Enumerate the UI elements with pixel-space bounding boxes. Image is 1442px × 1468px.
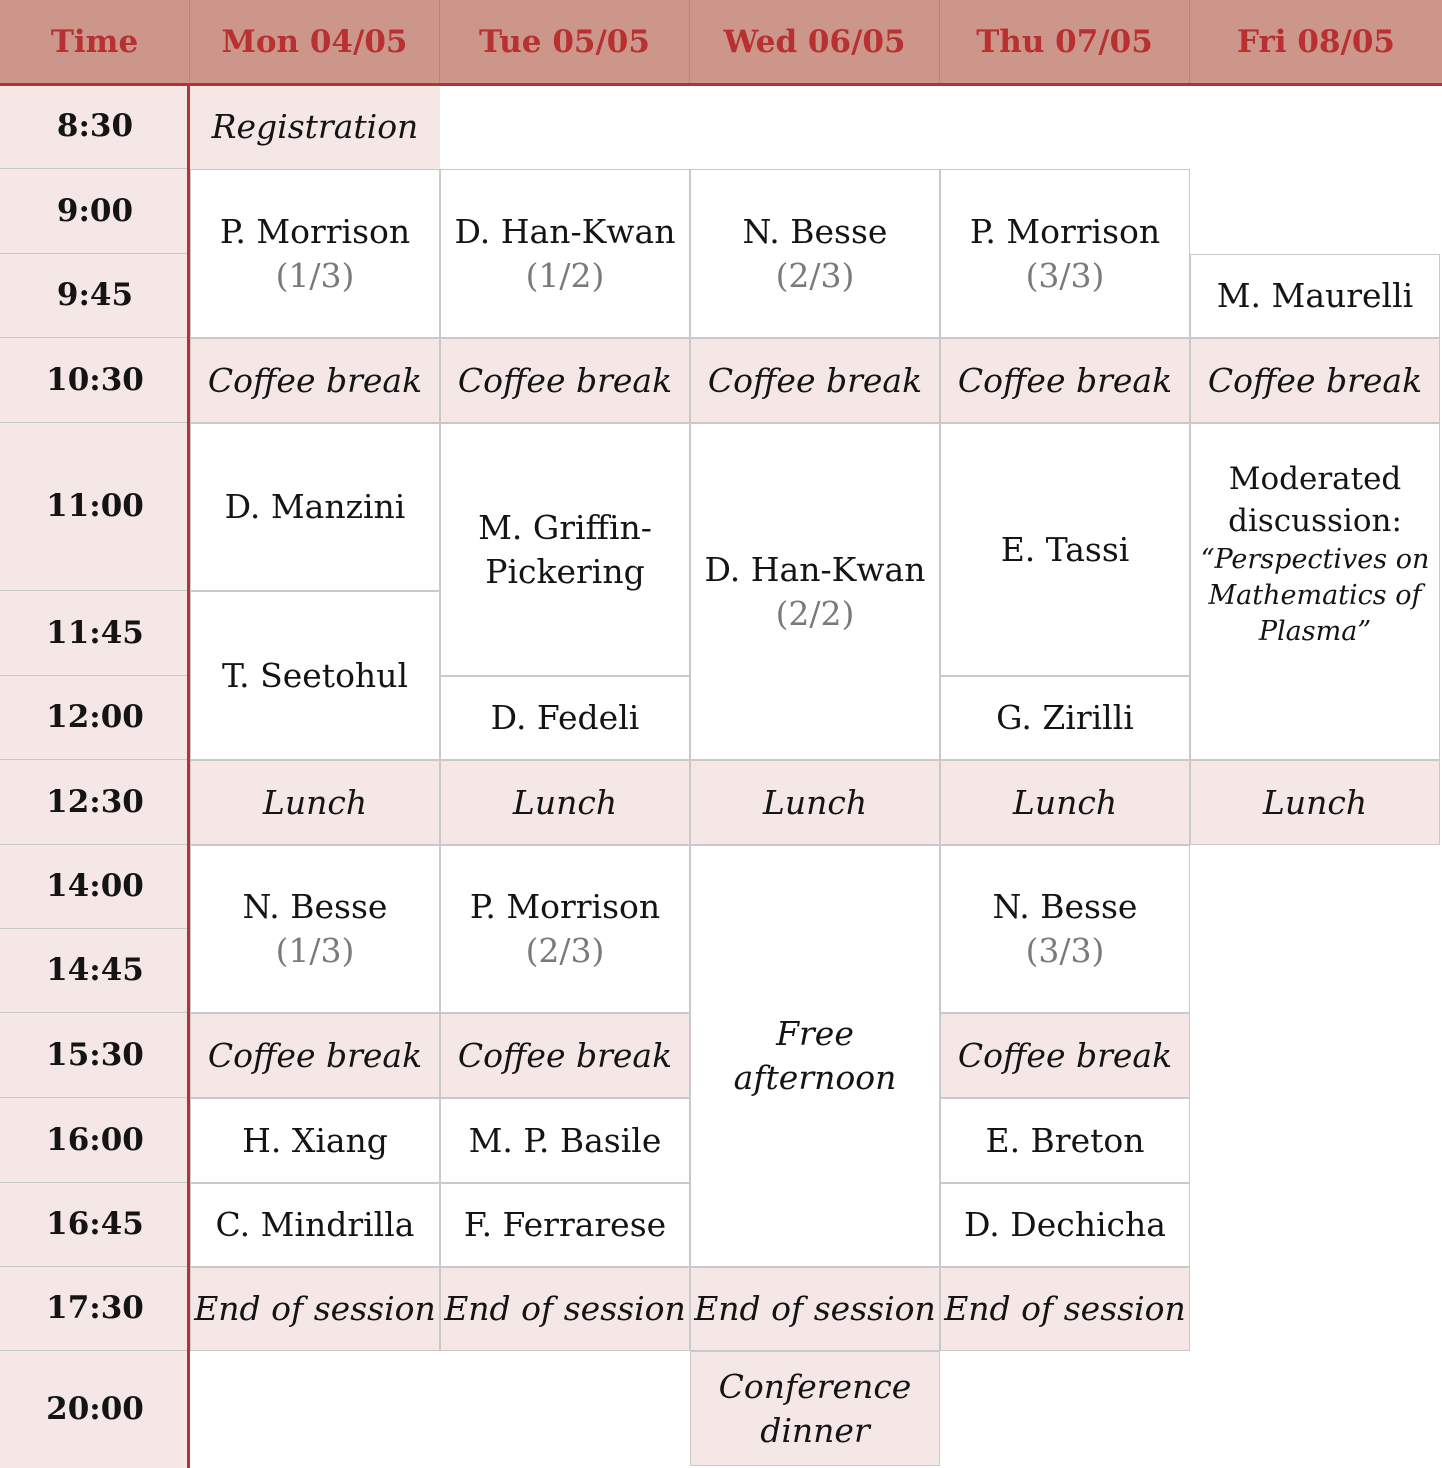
event-label: Lunch [1012,782,1118,822]
thu-talk-zirilli [940,676,1190,760]
lecture-part: (2/2) [775,593,855,633]
discussion-title-line2: discussion: [1228,502,1402,539]
mon-talk-mindrilla [190,1183,440,1267]
event-label: Lunch [262,782,368,822]
event-label: End of session [194,1289,436,1329]
speaker-name: D. Fedeli [490,698,640,738]
time-slot [0,1351,190,1468]
header-day-label: Fri 08/05 [1237,23,1395,60]
thu-end-of-session [940,1267,1190,1351]
header-day-thu [940,0,1190,84]
lecture-part: (3/3) [1025,931,1105,970]
wed-talk-besse [690,169,940,338]
thu-talk-besse [940,845,1190,1013]
time-label: 9:45 [56,277,134,314]
event-label: Coffee break [957,360,1173,400]
time-label: 10:30 [46,361,144,398]
speaker-name: N. Besse [992,887,1138,927]
thu-talk-dechicha [940,1183,1190,1267]
time-label: 20:00 [46,1391,144,1428]
time-label: 14:45 [46,952,144,989]
discussion-topic-line3: Plasma” [1258,616,1372,648]
time-label: 9:00 [56,192,134,229]
thu-talk-breton [940,1098,1190,1183]
header-day-label: Tue 05/05 [479,23,650,60]
event-label: End of session [444,1289,686,1329]
event-label: Registration [211,106,419,146]
header-day-label: Mon 04/05 [221,23,408,60]
fri-coffee-break [1190,338,1440,423]
mon-lunch [190,760,440,845]
tue-end-of-session [440,1267,690,1351]
tue-talk-han-kwan [440,169,690,338]
speaker-name: P. Morrison [969,211,1161,251]
event-label: End of session [694,1289,936,1329]
time-slot [0,1183,190,1267]
time-slot [0,760,190,845]
header-day-label: Thu 07/05 [976,23,1153,60]
event-label: End of session [944,1289,1186,1329]
event-label: Lunch [512,782,618,822]
header-time [0,0,190,84]
fri-lunch [1190,760,1440,845]
header-day-mon [190,0,440,84]
time-slot [0,591,190,676]
header-day-fri [1190,0,1442,84]
time-slot [0,84,190,169]
thu-lunch [940,760,1190,845]
time-slot [0,1098,190,1183]
mon-talk-seetohul [190,591,440,760]
speaker-name: F. Ferrarese [463,1205,667,1245]
time-label: 16:00 [46,1121,144,1158]
tue-talk-basile [440,1098,690,1183]
time-column-rule [187,84,190,1468]
time-slot [0,929,190,1013]
mon-talk-xiang [190,1098,440,1183]
speaker-name: G. Zirilli [996,698,1134,738]
speaker-name: E. Breton [985,1120,1145,1160]
wed-conference-dinner [690,1351,940,1466]
speaker-name-line2: Pickering [485,551,645,591]
event-label: Coffee break [457,1035,673,1075]
mon-coffee-break [190,338,440,423]
thu-talk-tassi [940,423,1190,676]
event-label-line2: dinner [760,1410,870,1450]
fri-moderated-discussion [1190,423,1440,760]
speaker-name: M. Maurelli [1216,276,1414,316]
time-label: 15:30 [46,1036,144,1073]
header-time-label: Time [50,23,139,60]
tue-talk-griffin-pickering [440,423,690,676]
time-label: 17:30 [46,1290,144,1327]
thu-coffee-break [940,1013,1190,1098]
speaker-name: M. P. Basile [468,1120,662,1160]
speaker-name: P. Morrison [469,887,661,927]
discussion-title-line1: Moderated [1228,460,1402,497]
mon-talk-besse [190,845,440,1013]
tue-talk-fedeli [440,676,690,760]
time-label: 12:00 [46,699,144,736]
speaker-name: E. Tassi [1000,529,1130,569]
header-day-label: Wed 06/05 [723,23,906,60]
thu-coffee-break [940,338,1190,423]
event-label: Free afternoon [733,1014,897,1097]
header-day-tue [440,0,690,84]
event-label: Coffee break [457,360,673,400]
header-day-wed [690,0,940,84]
tue-coffee-break [440,1013,690,1098]
time-slot [0,1013,190,1098]
speaker-name: C. Mindrilla [215,1205,415,1245]
tue-lunch [440,760,690,845]
mon-talk-morrison [190,169,440,338]
time-slot [0,169,190,254]
speaker-name: N. Besse [242,887,388,927]
header-bottom-rule [0,83,1442,86]
fri-talk-maurelli [1190,254,1440,338]
mon-coffee-break [190,1013,440,1098]
time-slot [0,1267,190,1351]
lecture-part: (1/2) [525,255,605,295]
speaker-name: D. Manzini [224,487,406,527]
lecture-part: (3/3) [1025,255,1105,295]
mon-end-of-session [190,1267,440,1351]
discussion-topic-line1: “Perspectives on [1200,544,1430,576]
speaker-name: H. Xiang [242,1120,388,1160]
wed-free-afternoon [690,845,940,1267]
speaker-name-line1: M. Griffin- [478,507,652,547]
event-label: Coffee break [207,1035,423,1075]
time-label: 11:45 [46,614,144,651]
speaker-name: D. Han-Kwan [454,211,676,251]
time-slot [0,423,190,591]
time-slot [0,845,190,929]
event-label: Lunch [762,782,868,822]
wed-talk-han-kwan [690,423,940,760]
time-slot [0,338,190,423]
lecture-part: (1/3) [275,255,355,295]
time-label: 11:00 [46,488,144,525]
lecture-part: (2/3) [775,255,855,295]
speaker-name: T. Seetohul [222,655,408,695]
event-label: Coffee break [957,1035,1173,1075]
speaker-name: N. Besse [742,211,888,251]
tue-talk-morrison [440,845,690,1013]
thu-talk-morrison [940,169,1190,338]
speaker-name: P. Morrison [219,211,411,251]
lecture-part: (2/3) [525,931,605,970]
time-label: 14:00 [46,868,144,905]
time-label: 12:30 [46,783,144,820]
speaker-name: D. Dechicha [964,1205,1166,1245]
wed-lunch [690,760,940,845]
event-label-line1: Conference [718,1366,912,1406]
tue-coffee-break [440,338,690,423]
wed-coffee-break [690,338,940,423]
lecture-part: (1/3) [275,931,355,970]
mon-registration [190,84,440,169]
tue-talk-ferrarese [440,1183,690,1267]
discussion-topic-line2: Mathematics of [1208,580,1422,612]
speaker-name: D. Han-Kwan [704,549,926,589]
event-label: Lunch [1262,782,1368,822]
time-slot [0,254,190,338]
event-label: Coffee break [207,360,423,400]
time-slot [0,676,190,760]
mon-talk-manzini [190,423,440,591]
event-label: Coffee break [1207,360,1423,400]
wed-end-of-session [690,1267,940,1351]
event-label: Coffee break [707,360,923,400]
time-label: 8:30 [56,107,134,144]
time-label: 16:45 [46,1206,144,1243]
